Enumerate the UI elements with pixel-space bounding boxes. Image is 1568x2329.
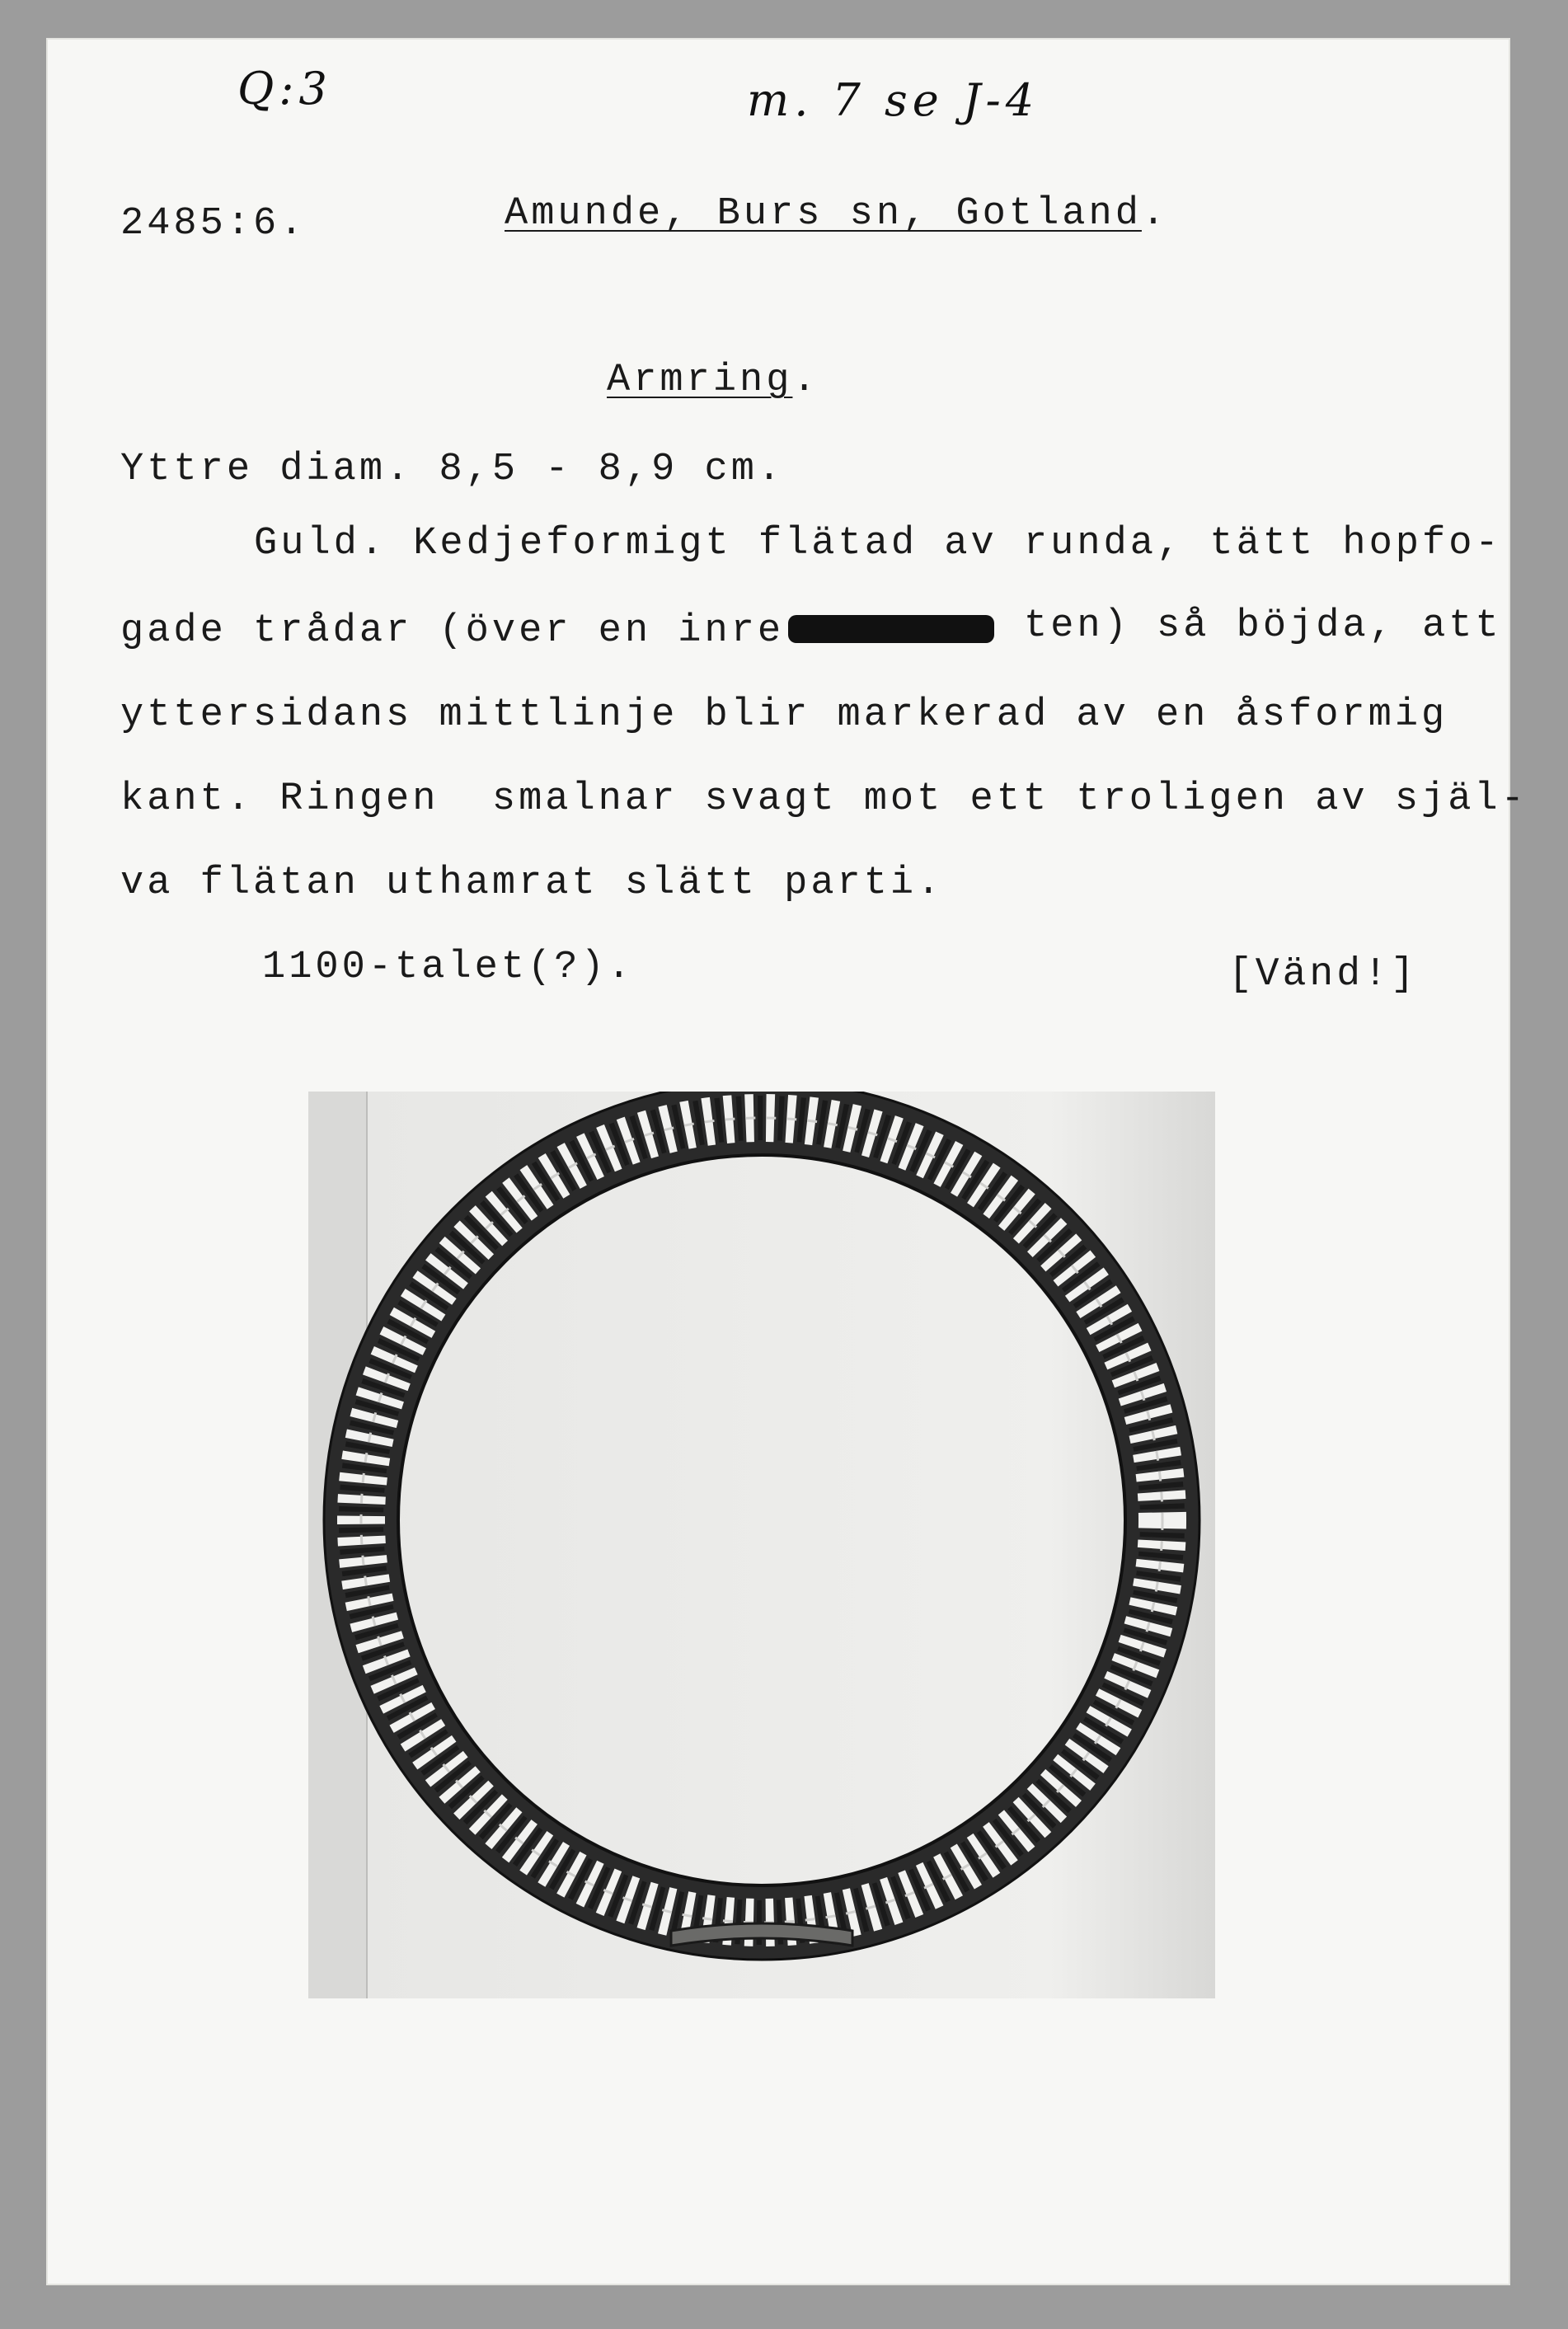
- description-line-5: va flätan uthamrat slätt parti.: [120, 862, 944, 905]
- dimensions: Yttre diam. 8,5 - 8,9 cm.: [120, 448, 785, 491]
- object-title-text: Armring: [607, 359, 793, 402]
- location-line: Amunde, Burs sn, Gotland.: [505, 192, 1169, 236]
- description-line-2b: ten) så böjda, att: [1024, 604, 1502, 648]
- turn-note: [Vänd!]: [1228, 952, 1418, 997]
- bracelet-photo: [308, 1092, 1215, 1998]
- dating: 1100-talet(?).: [262, 946, 634, 989]
- object-title: Armring.: [607, 359, 819, 402]
- shelf-mark: Q:3: [237, 63, 332, 115]
- catalog-number: 2485:6.: [120, 202, 307, 246]
- bracelet-photo-icon: [308, 1092, 1215, 1998]
- description-line-3: yttersidans mittlinje blir markerad av en åsformig: [120, 693, 1448, 737]
- location-text: Amunde, Burs sn, Gotland: [505, 192, 1142, 236]
- catalog-card: [46, 38, 1528, 2285]
- redaction-bar: [788, 615, 994, 643]
- description-line-2a: gade trådar (över en inre: [120, 609, 785, 653]
- description-line-1: Guld. Kedjeformigt flätad av runda, tätt hopfo-: [254, 522, 1502, 566]
- description-line-4: kant. Ringen smalnar svagt mot ett troligen av själ-: [120, 777, 1528, 821]
- handwritten-reference: m. 7 se J-4: [747, 74, 1040, 126]
